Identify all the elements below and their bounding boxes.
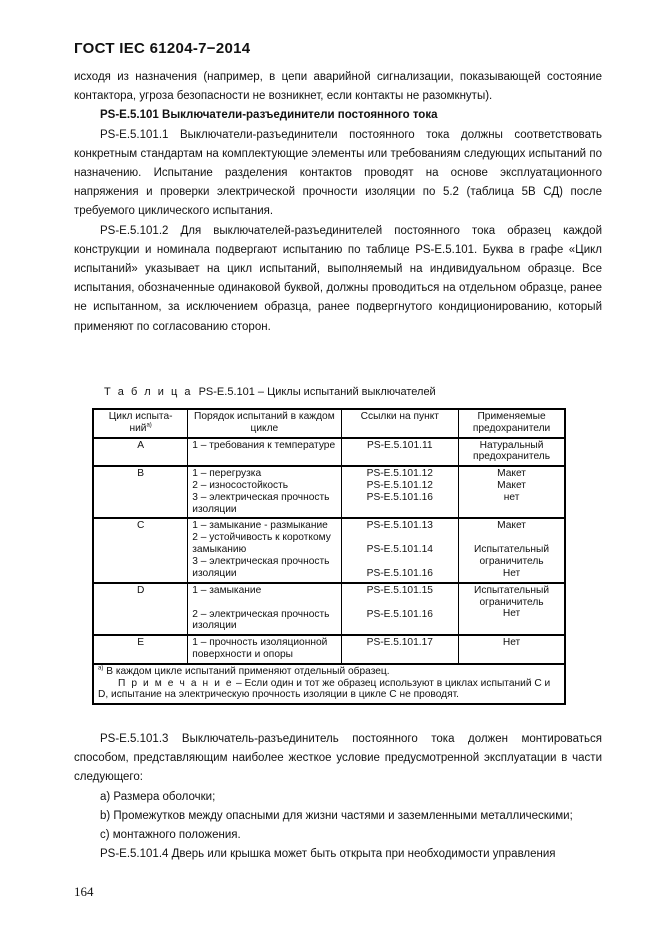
footnote-marker: а) [146,422,152,429]
cell-cycle: A [93,438,188,467]
table-note: П р и м е ч а н и е – Если один и тот же образец используют в циклах испытаний С и D, испытание на электрическую прочность изоляции в цикле С не проводят. [98,677,551,701]
table-row [93,583,565,635]
cell-protector: Макет Испытательный ограничитель Нет [459,518,565,582]
cell-cycle: B [93,466,188,518]
table-caption [104,386,436,398]
table-row [93,518,565,582]
table-header-row [93,409,565,438]
section-heading: PS-E.5.101 Выключатели-разъединители постоянного тока [100,109,438,122]
list-item-c: c) монтажного положения. [100,829,241,842]
cell-refs: PS-E.5.101.15 PS-E.5.101.16 [341,583,459,635]
cell-protector: Нет [459,635,565,664]
table-notes [93,664,565,704]
cell-order: 1 – замыкание - размыкание 2 – устойчивость к короткому замыканию 3 – электрическая прочность изоляции [188,518,341,582]
cell-order: 1 – замыкание 2 – электрическая прочность изоляции [188,583,341,635]
header-protectors: Применяемые предохранители [459,409,565,438]
paragraph-5-101-4: PS-E.5.101.4 Дверь или крышка может быть открыта при необходимости управления [100,848,556,861]
cell-cycle: D [93,583,188,635]
cell-refs: PS-E.5.101.17 [341,635,459,664]
top-text-block [74,68,602,337]
table-caption-prefix: Т а б л и ц а [104,386,193,398]
page-number: 164 [74,884,94,899]
cell-order: 1 – перегрузка 2 – износостойкость 3 – электрическая прочность изоляции [188,466,341,518]
cell-order: 1 – требования к температуре [188,438,341,467]
list-item-a: а) Размера оболочки; [100,790,216,803]
table-row [93,438,565,467]
paragraph-continuation: исходя из назначения (например, в цепи аварийной сигнализации, показывающей состояние контактора, угроза безопасности не возникнет, если контакты не разомкнуты). [74,71,602,103]
cell-cycle: C [93,518,188,582]
header-refs: Ссылки на пункт [341,409,459,438]
cell-refs: PS-E.5.101.12 PS-E.5.101.12 PS-E.5.101.16 [341,466,459,518]
paragraph-5-101-2: PS-E.5.101.2 Для выключателей-разъединителей постоянного тока образец каждой конструкции и номинала подвергают испытанию по таблице PS-E.5.101. Буква в графе «Цикл испытаний» указывает на цикл испытаний, выполняемый на индивидуальном образце. Все испытания, обозначенные одинаковой буквой, должны проводиться на отдельном образце, ранее не испытанном, за исключением образца, ранее подвергнутого кондиционированию, который применяют по согласованию сторон. [74,224,602,333]
cell-order: 1 – прочность изоляционной поверхности и опоры [188,635,341,664]
table-notes-row [93,664,565,704]
header-cycle: Цикл испыта-ний$^{а)}$ [93,409,188,438]
cell-refs: PS-E.5.101.11 [341,438,459,467]
table-row [93,466,565,518]
paragraph-5-101-3: PS-E.5.101.3 Выключатель-разъединитель постоянного тока должен монтироваться способом, представляющим наиболее жесткое условие предусмотренной эксплуатации в части следующего: [74,733,602,784]
table-caption-text: PS-E.5.101 – Циклы испытаний выключателей [198,386,436,398]
cell-protector: Макет Макет нет [459,466,565,518]
cell-protector: Натуральный предохранитель [459,438,565,467]
bottom-text-block [74,730,602,864]
header-order: Порядок испытаний в каждом цикле [188,409,341,438]
cell-refs: PS-E.5.101.13 PS-E.5.101.14 PS-E.5.101.16 [341,518,459,582]
cell-protector: Испытательный ограничитель Нет [459,583,565,635]
list-item-b: b) Промежутков между опасными для жизни частями и заземленными металлическими; [100,809,573,822]
document-header: ГОСТ IEC 61204-7−2014 [74,40,251,57]
table-footnote: $^{а)}$ В каждом цикле испытаний применяют отдельный образец. [98,665,390,677]
test-cycles-table [92,408,566,705]
table-row [93,635,565,664]
cell-cycle: E [93,635,188,664]
paragraph-5-101-1: PS-E.5.101.1 Выключатели-разъединители постоянного тока должны соответствовать конкретным стандартам на комплектующие элементы или требованиям следующих испытаний по назначению. Испытание разделения контактов проводят на основе эксплуатационного напряжения и проверки электрической прочности изоляции по 5.2 (таблица 5В СД) после требуемого циклического испытания. [74,128,602,218]
